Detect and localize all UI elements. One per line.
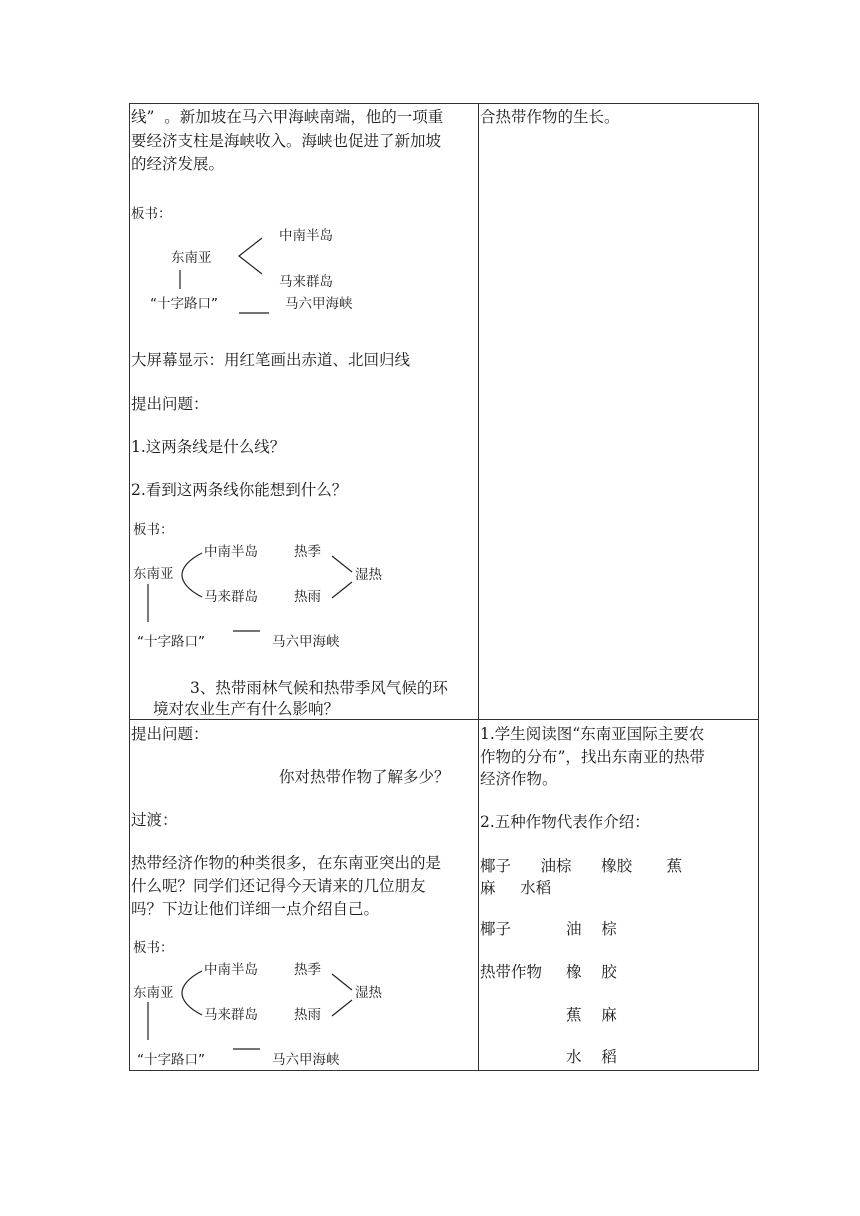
right-top-line-1: 合热带作物的生长。 [480, 108, 620, 126]
question-3-line-2: 境对农业生产有什么影响？ [153, 700, 340, 718]
board2-southeast-asia: 东南亚 [133, 566, 174, 582]
crop-coconut: 椰子 [480, 920, 512, 938]
board1-indochina: 中南半岛 [279, 228, 333, 244]
board2-crossroad: “十字路口” [137, 634, 205, 650]
question-label-1: 提出问题： [131, 395, 209, 413]
board3-malay: 马来群岛 [204, 1007, 258, 1023]
board2-strait: 马六甲海峡 [272, 634, 340, 650]
crop-hemp: 蕉 麻 [566, 1006, 617, 1024]
transition-label: 过渡： [131, 811, 178, 829]
question-3-line-1: 3、热带雨林气候和热带季风气候的环 [190, 679, 448, 697]
crop-rice: 水 稻 [566, 1048, 617, 1066]
board2-humid-hot: 湿热 [355, 567, 382, 583]
board3-strait: 马六甲海峡 [272, 1052, 340, 1068]
left-top-line-2: 要经济支柱是海峡收入。海峡也促进了新加坡 [131, 132, 442, 150]
transition-para-line-3: 吗？下边让他们详细一点介绍自己。 [131, 900, 380, 918]
board2-hot-season: 热季 [294, 544, 321, 560]
board3-indochina: 中南半岛 [204, 962, 258, 978]
board2-indochina: 中南半岛 [204, 544, 258, 560]
board1-southeast-asia: 东南亚 [171, 250, 212, 266]
board3-humid-hot: 湿热 [355, 985, 382, 1001]
transition-para-line-2: 什么呢？同学们还记得今天请来的几位朋友 [131, 877, 426, 895]
step-1-line-1: 1.学生阅读图“东南亚国际主要农 [480, 725, 705, 743]
transition-para-line-1: 热带经济作物的种类很多，在东南亚突出的是 [131, 854, 442, 872]
screen-display: 大屏幕显示：用红笔画出赤道、北回归线 [131, 351, 411, 369]
board3-southeast-asia: 东南亚 [133, 985, 174, 1001]
crops-row-1: 椰子 油棕 橡胶 蕉 [480, 857, 683, 875]
crops-group-label: 热带作物 [480, 963, 543, 981]
board1-malay: 马来群岛 [279, 274, 333, 290]
question-label-2: 提出问题： [131, 725, 209, 743]
left-top-line-3: 的经济发展。 [131, 155, 225, 173]
crop-oil-palm: 油 棕 [566, 920, 617, 938]
board3-hot-season: 热季 [294, 962, 321, 978]
board3-crossroad: “十字路口” [137, 1052, 205, 1068]
crop-rubber: 橡 胶 [566, 963, 617, 981]
board1-strait: 马六甲海峡 [285, 296, 353, 312]
board1-title: 板书： [131, 206, 172, 222]
board3-title: 板书： [133, 940, 174, 956]
step-1-line-2: 作物的分布”，找出东南亚的热带 [480, 748, 705, 766]
board2-malay: 马来群岛 [204, 589, 258, 605]
board3-hot-rain: 热雨 [294, 1007, 321, 1023]
board1-crossroad: “十字路口” [150, 296, 218, 312]
step-1-line-3: 经济作物。 [480, 770, 558, 788]
board2-title: 板书： [133, 522, 174, 538]
question-crops: 你对热带作物了解多少？ [279, 768, 450, 786]
crops-row-2: 麻 水稻 [480, 879, 552, 897]
board2-hot-rain: 热雨 [294, 589, 321, 605]
question-1: 1.这两条线是什么线？ [131, 438, 286, 456]
left-top-line-1: 线” 。新加坡在马六甲海峡南端，他的一项重 [131, 108, 444, 126]
step-2: 2.五种作物代表作介绍： [480, 813, 650, 831]
question-2: 2.看到这两条线你能想到什么？ [131, 481, 348, 499]
